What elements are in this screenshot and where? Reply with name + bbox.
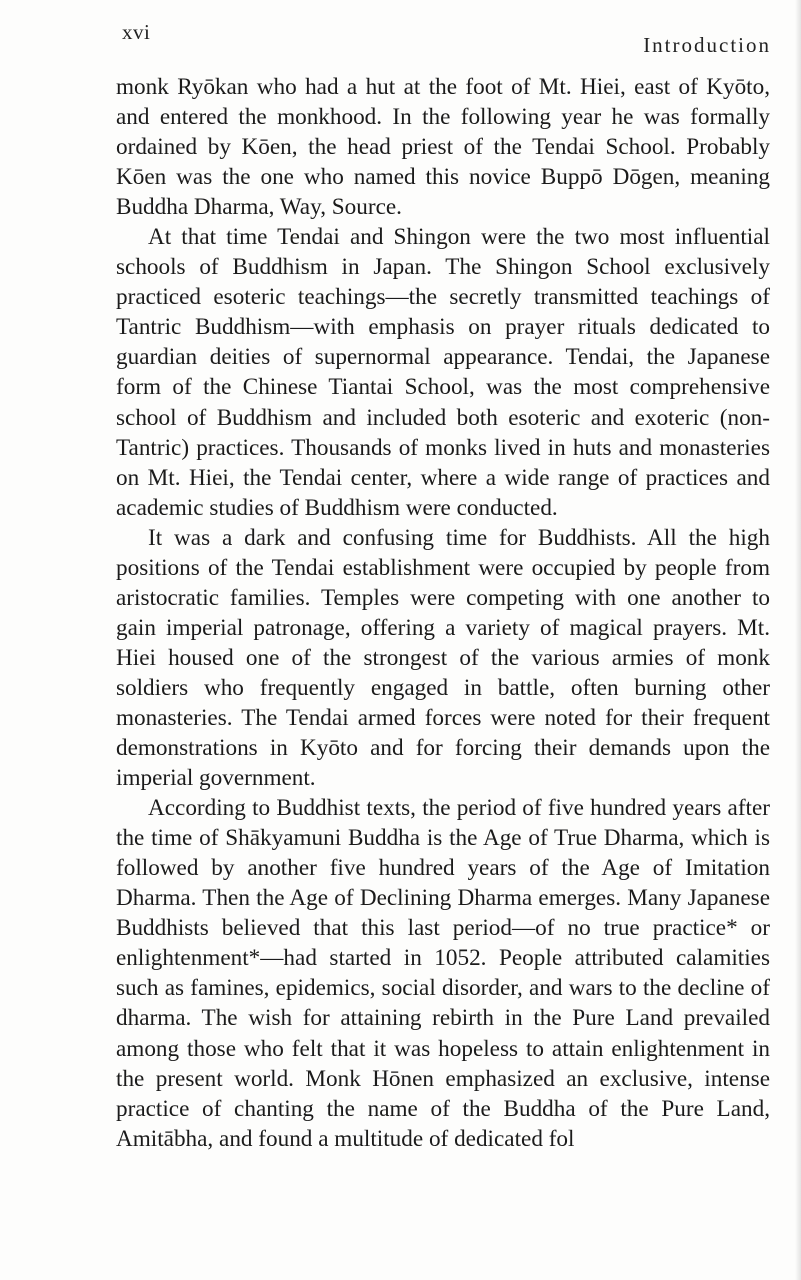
page-number: xvi: [122, 20, 151, 44]
body-text: [116, 72, 770, 1154]
paragraph-2: At that time Tendai and Shingon were the two most influential schools of Buddhism in Japan. The Shingon School exclusively practiced esoteric teachings—the secretly transmitted teachings of Tantric Buddhism—with emphasis on prayer rituals dedicated to guardian deities of supernormal appearance. Tendai, the Japanese form of the Chinese Tiantai School, was the most comprehensive school of Buddhism and included both esoteric and exoteric (non-Tantric) practices. Thousands of monks lived in huts and monasteries on Mt. Hiei, the Tendai center, where a wide range of practices and academic studies of Buddhism were conducted.: [116, 224, 770, 521]
page-edge-shadow: [795, 0, 801, 1280]
paragraph-3: It was a dark and confusing time for Buddhists. All the high positions of the Tendai establishment were occupied by people from aristocratic families. Temples were competing with one another to gain imperial patronage, offering a variety of magical prayers. Mt. Hiei housed one of the strongest of the various armies of monk soldiers who frequently engaged in battle, often burning other monasteries. The Tendai armed forces were noted for their frequent demonstrations in Kyōto and for forcing their demands upon the imperial government.: [116, 524, 770, 792]
running-head: Introduction: [643, 33, 771, 57]
paragraph-1: monk Ryōkan who had a hut at the foot of Mt. Hiei, east of Kyōto, and entered the monkhood. In the following year he was formally ordained by Kōen, the head priest of the Tendai School. Probably Kōen was the one who named this novice Buppō Dōgen, meaning Buddha Dharma, Way, Source.: [116, 74, 770, 221]
paragraph-4: According to Buddhist texts, the period of five hundred years after the time of Shākyamuni Buddha is the Age of True Dharma, which is followed by another five hundred years of the Age of Imitation Dharma. Then the Age of Declining Dharma emerges. Many Japanese Buddhists believed that this last period—of no true practice* or enlightenment*—had started in 1052. People attributed calamities such as famines, epidemics, social disorder, and wars to the decline of dharma. The wish for attaining rebirth in the Pure Land prevailed among those who felt that it was hopeless to attain enlightenment in the present world. Monk Hōnen emphasized an exclusive, intense practice of chanting the name of the Buddha of the Pure Land, Amitābha, and found a multitude of dedicated fol: [116, 795, 770, 1152]
